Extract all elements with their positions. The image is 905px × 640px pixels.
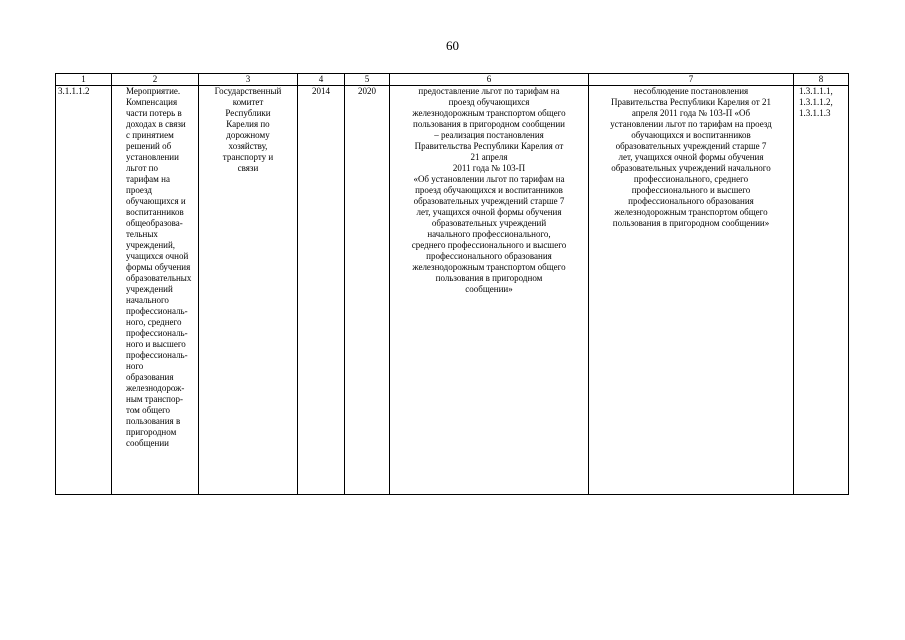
- column-header-2: 2: [112, 74, 199, 86]
- column-number-row: [56, 74, 849, 86]
- expected-result-cell: предоставление льгот по тарифам на проезд обучающихся железнодорожным транспортом общего пользования в пригородном сообщении – реализация постановления Правительства Республики Карелия от 21 апреля 2011 года № 103-П «Об установлении льгот по тарифам на проезд обучающихся и воспитанников образовательных учреждений старше 7 лет, учащихся очной формы обучения образовательных учреждений начального профессионального, среднего профессионального и высшего профессионального образования железнодорожным транспортом общего пользования в пригородном сообщении»: [390, 86, 589, 495]
- page-number: 60: [446, 38, 459, 53]
- measure-name-cell: Мероприятие. Компенсация части потерь в доходах в связи с принятием решений об установлении льгот по тарифам на проезд обучающихся и воспитанников общеобразова- тельных учреждений, учащихся очной формы обучения образовательных учреждений начального профессиональ- ного, среднего профессиональ- ного и высшего профессиональ- ного образования железнодорож- ным транспор- том общего пользования в пригородном сообщении: [112, 86, 199, 495]
- column-header-3: 3: [199, 74, 298, 86]
- column-header-8: 8: [794, 74, 849, 86]
- measure-code-cell: 3.1.1.1.2: [56, 86, 112, 495]
- column-header-5: 5: [345, 74, 390, 86]
- program-measures-table: [55, 73, 849, 495]
- consequences-cell: несоблюдение постановления Правительства Республики Карелия от 21 апреля 2011 года № 103-П «Об установлении льгот по тарифам на проезд обучающихся и воспитанников образовательных учреждений старше 7 лет, учащихся очной формы обучения образовательных учреждений начального профессионального, среднего профессионального и высшего профессионального образования железнодорожным транспортом общего пользования в пригородном сообщении»: [589, 86, 794, 495]
- column-header-6: 6: [390, 74, 589, 86]
- column-header-1: 1: [56, 74, 112, 86]
- executor-cell: Государственный комитет Республики Карелия по дорожному хозяйству, транспорту и связи: [199, 86, 298, 495]
- table-row: [56, 86, 849, 495]
- column-header-4: 4: [298, 74, 345, 86]
- start-year-cell: 2014: [298, 86, 345, 495]
- column-header-7: 7: [589, 74, 794, 86]
- indicators-cell: 1.3.1.1.1, 1.3.1.1.2, 1.3.1.1.3: [794, 86, 849, 495]
- end-year-cell: 2020: [345, 86, 390, 495]
